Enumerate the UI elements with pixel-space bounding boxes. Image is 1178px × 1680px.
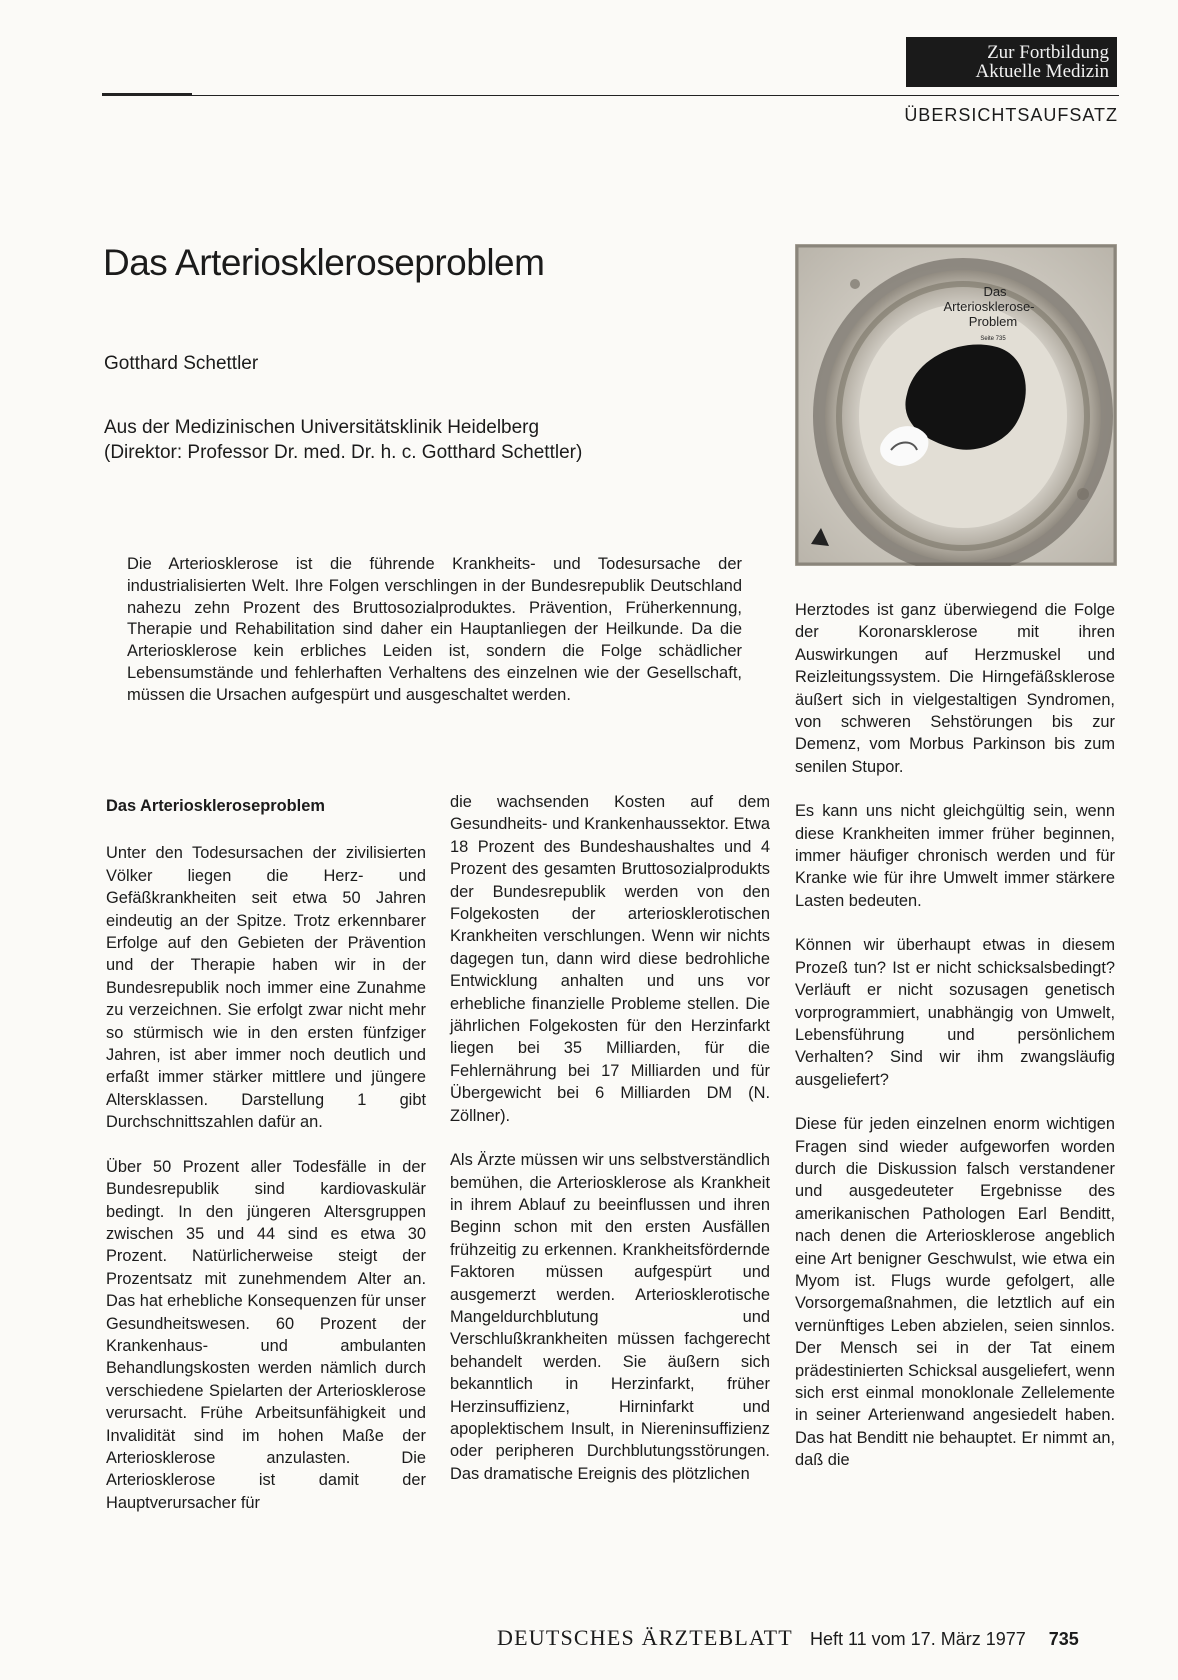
paragraph: Herztodes ist ganz überwiegend die Folge der Koronarsklerose mit ihren Auswirkungen auf Herzmuskel und Reizleitungssystem. Die Hirngefäßsklerose äußert sich in vielgestaltigen Syndromen, von schweren Sehstörungen bis zur Demenz, vom Morbus Parkinson bis zum senilen Stupor.	[795, 601, 1115, 776]
section-badge	[906, 37, 1117, 87]
figure-text-line-2: Arteriosklerose-	[943, 299, 1035, 314]
journal-name: DEUTSCHES ÄRZTEBLATT	[497, 1625, 793, 1650]
paragraph: Als Ärzte müssen wir uns selbstverständlich bemühen, die Arteriosklerose als Krankheit in ihrem Ablauf zu beeinflussen und ihren Beginn schon mit den ersten Ausfällen frühzeitig zu erkennen. Krankheitsfördernde Faktoren müssen aufgespürt und ausgemerzt werden. Arteriosklerotische Mangeldurchblutung und Verschlußkrankheiten müssen fachgerecht behandelt werden. Sie äußern sich bekanntlich in Herzinfarkt, früher Herzinsuffizienz, Hirninfarkt und apoplektischem Insult, in Niereninsuffizienz oder peripheren Durchblutungsstörungen. Das dramatische Ereignis des plötzlichen	[450, 1151, 770, 1483]
badge-line-1: Zur Fortbildung	[987, 42, 1109, 63]
issue-info: Heft 11 vom 17. März 1977	[809, 1629, 1026, 1649]
figure-text-line-3: Problem	[968, 314, 1018, 329]
affiliation-line-1: Aus der Medizinischen Universitätsklinik Heidelberg	[104, 417, 540, 438]
badge-line-2: Aktuelle Medizin	[975, 61, 1109, 82]
paragraph: die wachsenden Kosten auf dem Gesundheits- und Krankenhaussektor. Etwa 18 Prozent des Bundeshaushaltes und 4 Prozent des gesamten Bruttosozialprodukts der Bundesrepublik werden von den Folgekosten der arteriosklerotischen Krankheiten verschlungen. Wenn wir nichts dagegen tun, dann wird diese bedrohliche Entwicklung anhalten und uns vor erhebliche finanzielle Probleme stellen. Die jährlichen Folgekosten für den Herzinfarkt liegen bei 35 Milliarden, für die Fehlernährung bei 17 Milliarden und für Übergewicht bei 6 Milliarden DM (N. Zöllner).	[450, 793, 770, 1125]
article-author: Gotthard Schettler	[104, 353, 259, 374]
body-column-1	[106, 795, 426, 1536]
section-heading: Das Arterioskleroseproblem	[106, 797, 325, 815]
body-column-2	[450, 791, 770, 1507]
paragraph: Unter den Todesursachen der zivilisierten Völker liegen die Herz- und Gefäßkrankheiten seit etwa 50 Jahren eindeutig an der Spitze. Trotz erkennbarer Erfolge auf den Gebieten der Prävention und der Therapie haben wir in der Bundesrepublik noch immer eine Zunahme zu verzeichnen. Sie erfolgt zwar nicht mehr so stürmisch wie in den ersten fünfziger Jahren, ist aber immer noch deutlich und erfaßt immer stärker mittlere und jüngere Altersklassen. Darstellung 1 gibt Durchschnittszahlen dafür an.	[106, 844, 426, 1132]
body-column-3	[795, 599, 1115, 1494]
paragraph: Diese für jeden einzelnen enorm wichtigen Fragen sind wieder aufgeworfen worden durch die Diskussion falsch verstandener und ausgedeuteter Ergebnisse des amerikanischen Pathologen Earl Benditt, nach denen die Arteriosklerose angeblich eine Art benigner Geschwulst, wie etwa ein Myom ist. Flugs wurde gefolgert, alle Vorsorgemaßnahmen, die letztlich auf ein vernünftiges Leben abzielen, seien sinnlos. Der Mensch sei in der Tat einem prädestinierten Schicksal ausgeliefert, wenn sich erst einmal monoklonale Zellelemente in seiner Arterienwand angesiedelt haben. Das hat Benditt nie behauptet. Er nimmt an, daß die	[795, 1115, 1115, 1470]
article-title: Das Arterioskleroseproblem	[103, 242, 545, 283]
artery-cross-section-illustration	[795, 244, 1117, 566]
figure-text-line-1: Das	[983, 284, 1007, 299]
paragraph: Können wir überhaupt etwas in diesem Prozeß tun? Ist er nicht schicksalsbedingt? Verläuft er nicht sozusagen genetisch vorprogrammiert, unabhängig von Umwelt, Lebensführung und persönlichem Verhalten? Sind wir ihm zwangsläufig ausgeliefert?	[795, 936, 1115, 1089]
article-category: ÜBERSICHTSAUFSATZ	[904, 105, 1118, 125]
paragraph: Über 50 Prozent aller Todesfälle in der Bundesrepublik sind kardiovaskulär bedingt. In den jüngeren Altersgruppen zwischen 35 und 44 sind es etwa 30 Prozent. Natürlicherweise steigt der Prozentsatz mit zunehmendem Alter an. Das hat erhebliche Konsequenzen für unser Gesundheitswesen. 60 Prozent der Krankenhaus- und ambulanten Behandlungskosten werden nämlich durch verschiedene Spielarten der Arteriosklerose verursacht. Frühe Arbeitsunfähigkeit und Invalidität sind im hohen Maße der Arteriosklerose anzulasten. Die Arteriosklerose ist damit der Hauptverursacher für	[106, 1157, 426, 1512]
paragraph: Es kann uns nicht gleichgültig sein, wenn diese Krankheiten immer früher beginnen, immer häufiger chronisch werden und für Kranke wie für ihre Umwelt immer stärkere Lasten bedeuten.	[795, 802, 1115, 910]
article-abstract: Die Arteriosklerose ist die führende Krankheits- und Todesursache der industrialisierten Welt. Ihre Folgen verschlingen in der Bundesrepublik Deutschland nahezu zehn Prozent des Bruttosozialproduktes. Prävention, Früherkennung, Therapie und Rehabilitation sind daher ein Hauptanliegen der Heilkunde. Da die Arteriosklerose kein erbliches Leiden ist, sondern die Folge schädlicher Lebensumstände und fehlerhaften Verhaltens des einzelnen wie der Gesellschaft, müssen die Ursachen aufgespürt und ausgeschaltet werden.	[127, 555, 742, 704]
figure-text-line-4: Seite 735	[980, 336, 1006, 342]
page-number: 735	[1048, 1629, 1079, 1649]
header-rule	[102, 95, 1119, 96]
cover-image-arterial-section	[795, 244, 1117, 566]
author-affiliation	[104, 415, 582, 465]
page-footer	[497, 1625, 1079, 1651]
affiliation-line-2: (Direktor: Professor Dr. med. Dr. h. c. Gotthard Schettler)	[104, 442, 583, 463]
